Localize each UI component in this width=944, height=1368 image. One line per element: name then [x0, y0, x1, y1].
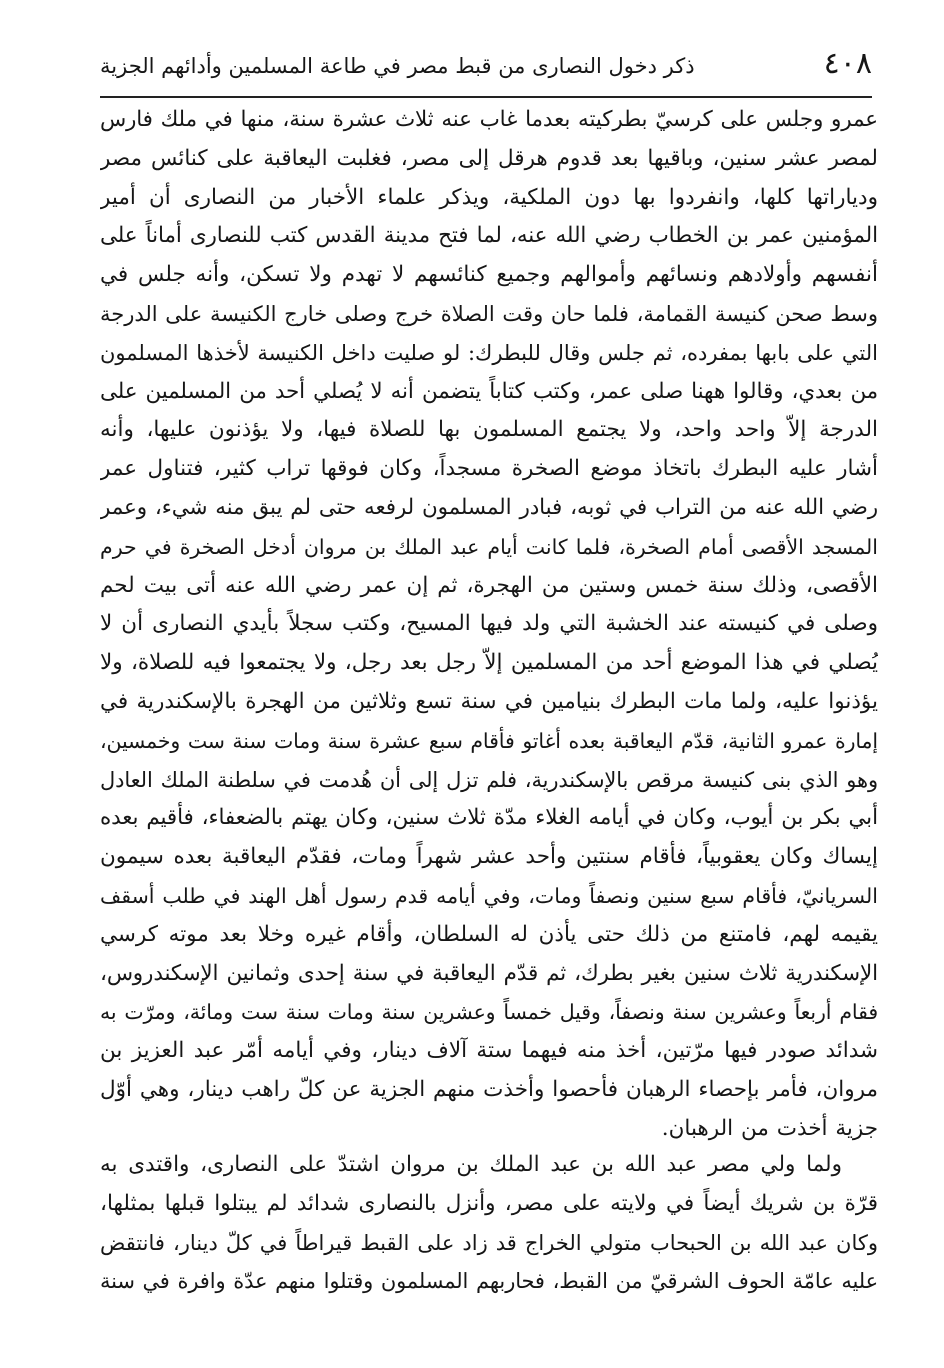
page-number: ٤٠٨	[823, 46, 872, 81]
text-line: لمصر عشر سنين، وباقيها بعد قدوم هرقل إلى مصر، فغلبت اليعاقبة على كنائس مصر	[100, 145, 878, 171]
paragraph	[100, 101, 878, 1149]
text-line: الأقصى، وذلك سنة خمس وستين من الهجرة، ثم إن عمر رضي الله عنه أتى بيت لحم	[100, 572, 878, 598]
text-line: الإسكندرية ثلاث سنين بغير بطرك، ثم قدّم اليعاقبة في سنة إحدى وثمانين الإسكندروس،	[100, 960, 878, 986]
text-line: يؤذنوا عليه، ولما مات البطرك بنيامين في سنة تسع وثلاثين من الهجرة بالإسكندرية في	[100, 688, 878, 714]
text-line: المسجد الأقصى أمام الصخرة، فلما كانت أيام عبد الملك بن مروان أدخل الصخرة في حرم	[100, 534, 878, 559]
running-header	[100, 44, 872, 90]
text-line: ودياراتها كلها، وانفردوا بها دون الملكية، ويذكر علماء الأخبار من النصارى أن أمير	[100, 184, 878, 210]
text-line: قرّة بن شريك أيضاً في ولايته على مصر، وأنزل بالنصارى شدائد لم يبتلوا قبلها بمثلها،	[100, 1190, 878, 1216]
text-line: الدرجة إلاّ واحد واحد، ولا يجتمع المسلمون بها للصلاة فيها، ولا يؤذنون عليها، وأنه	[100, 417, 878, 443]
text-line: وصلى في كنيسته عند الخشبة التي ولد فيها المسيح، وكتب سجلاً بأيدي النصارى أن لا	[100, 611, 878, 637]
text-line: إيساك وكان يعقوبياً، فأقام سنتين وأحد عشر شهراً ومات، فقدّم اليعاقبة بعده سيمون	[100, 844, 878, 870]
text-line: وهو الذي بنى كنيسة مرقص بالإسكندرية، فلم تزل إلى أن هُدمت في سلطنة الملك العادل	[100, 767, 878, 792]
paragraph	[100, 1146, 878, 1301]
text-line: مروان، فأمر بإحصاء الرهبان فأحصوا وأخذت منهم الجزية عن كلّ راهب دينار، وهي أوّل	[100, 1076, 878, 1102]
text-line: جزية أخذت من الرهبان.	[661, 1115, 878, 1141]
text-line: فقام أربعاً وعشرين سنة ونصفاً، وقيل خمساً وعشرين سنة ومات سنة ست ومائة، ومرّت به	[100, 1000, 878, 1025]
text-line: من بعدي، وقالوا ههنا صلى عمر، وكتب كتاباً يتضمن أنه لا يُصلي أحد من المسلمين على	[100, 378, 878, 404]
text-line: إمارة عمرو الثانية، قدّم اليعاقبة بعده أغاتو فأقام سبع عشرة سنة ومات سنة ست وخمسين،	[100, 728, 878, 753]
text-line: رضي الله عنه من التراب في ثوبه، فبادر المسلمون لرفعه حتى لم يبق منه شيء، وعمر	[100, 494, 878, 520]
text-line: عمرو وجلس على كرسيّ بطركيته بعدما غاب عنه ثلاث عشرة سنة، منها في ملك فارس	[100, 107, 878, 132]
header-divider	[100, 96, 872, 98]
text-line: ولما ولي مصر عبد الله بن عبد الملك بن مروان اشتدّ على النصارى، واقتدى به	[100, 1152, 842, 1177]
running-title: ذكر دخول النصارى من قبط مصر في طاعة المسلمين وأدائهم الجزية	[100, 54, 695, 78]
text-line: أبي بكر بن أيوب، وكان في أيامه الغلاء مدّة ثلاث سنين، وكان يهتم بالضعفاء، فأقيم بعده	[100, 805, 878, 831]
text-line: يُصلي في هذا الموضع أحد من المسلمين إلاّ رجل بعد رجل، ولا يجتمعوا فيه للصلاة، ولا	[100, 650, 878, 676]
text-line: وكان عبد الله بن الحبحاب متولي الخراج قد زاد على القبط قيراطاً في كلّ دينار، فانتقض	[100, 1230, 878, 1255]
text-line: وسط صحن كنيسة القمامة، فلما حان وقت الصلاة خرج وصلى خارج الكنيسة على الدرجة	[100, 301, 878, 326]
text-line: شدائد صودر فيها مرّتين، أخذ منه فيهما ستة آلاف دينار، وفي أيامه أمّر عبد العزيز بن	[100, 1038, 878, 1064]
text-line: السريانيّ، فأقام سبع سنين ونصفاً ومات، وفي أيامه قدم رسول أهل الهند في طلب أسقف	[100, 883, 878, 908]
text-line: يقيمه لهم، فامتنع من ذلك حتى يأذن له السلطان، وأقام غيره وخلا بعد موته كرسي	[100, 921, 878, 947]
text-line: عليه عامّة الحوف الشرقيّ من القبط، فحاربهم المسلمون وقتلوا منهم عدّة وافرة في سنة	[100, 1269, 878, 1294]
text-line: المؤمنين عمر بن الخطاب رضي الله عنه، لما فتح مدينة القدس كتب للنصارى أماناً على	[100, 223, 878, 249]
text-line: أنفسهم وأولادهم ونسائهم وأموالهم وجميع كنائسهم لا تهدم ولا تسكن، وأنه جلس في	[100, 262, 878, 288]
text-line: التي على بابها بمفرده، ثم جلس وقال للبطرك: لو صليت داخل الكنيسة لأخذها المسلمون	[100, 340, 878, 365]
text-line: أشار عليه البطرك باتخاذ موضع الصخرة مسجداً، وكان فوقها تراب كثير، فتناول عمر	[100, 456, 878, 482]
